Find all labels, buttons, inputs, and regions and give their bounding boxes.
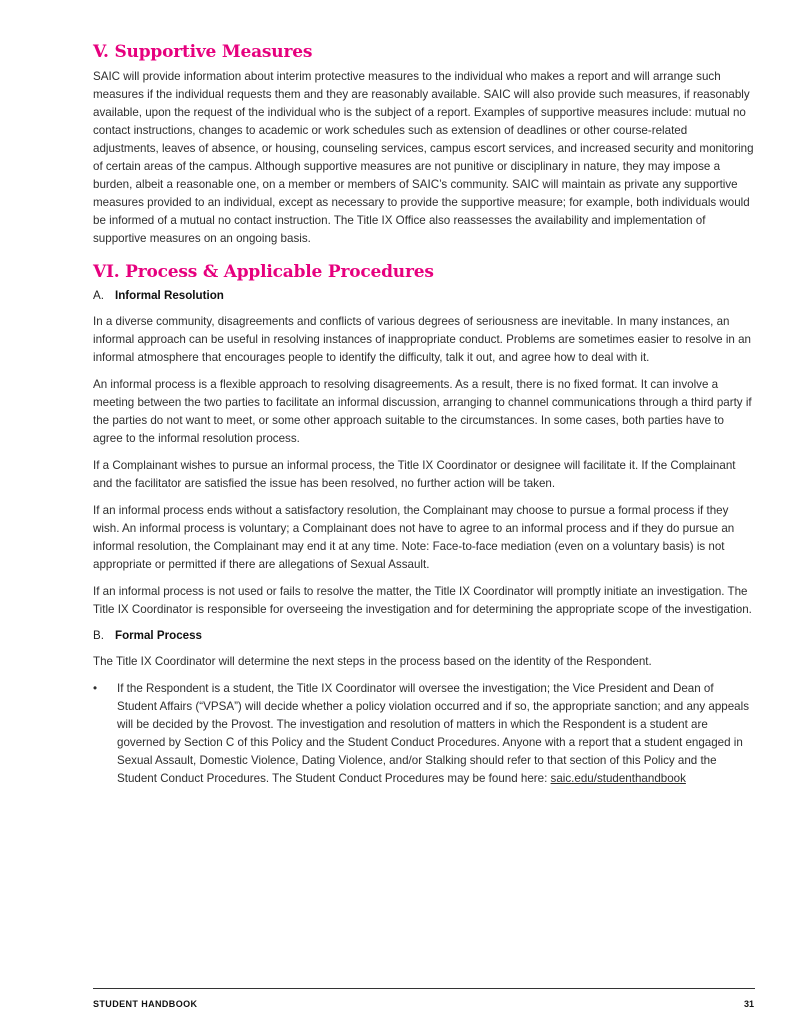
- informal-paragraph: In a diverse community, disagreements and conflicts of various degrees of seriousness are inevitable. In many instances, an informal approach can be useful in resolving instances of inappropriate conduct. Problems are sometimes easier to resolve in an informal atmosphere that encourages people to identify the difficulty, talk it out, and agree how to deal with it.: [93, 315, 751, 364]
- subheading-formal-process: [93, 628, 755, 644]
- bullet-marker: •: [93, 682, 98, 695]
- student-handbook-link[interactable]: saic.edu/studenthandbook: [550, 772, 686, 785]
- informal-paragraph: If a Complainant wishes to pursue an informal process, the Title IX Coordinator or designee will facilitate it. If the Complainant and the facilitator are satisfied the issue has been resolved, no further action will be taken.: [93, 459, 736, 490]
- subheading-title: Formal Process: [115, 629, 202, 642]
- subheading-title: Informal Resolution: [115, 289, 224, 302]
- page-number: 31: [743, 999, 754, 1009]
- informal-paragraph: If an informal process is not used or fails to resolve the matter, the Title IX Coordinator will promptly initiate an investigation. The Title IX Coordinator is responsible for overseeing the investigation and for determining the appropriate scope of the investigation.: [93, 585, 752, 616]
- supportive-measures-paragraph: SAIC will provide information about interim protective measures to the individual who makes a report and will arrange such measures if the individual requests them and they are reasonably available. SAIC will also provide such measures, if reasonably available, upon the request of the individual who is the subject of a report. Examples of supportive measures include: mutual no contact instructions, changes to academic or work schedules such as extension of deadlines or other course-related adjustments, leaves of absence, or housing, counseling services, campus escort services, and increased security and monitoring of certain areas of the campus. Although supportive measures are not punitive or disciplinary in nature, they may impose a burden, albeit a reasonable one, on a member or members of SAIC’s community. SAIC will maintain as private any supportive measures provided to an individual, except as necessary to provide the supportive measure; for example, both individuals would be informed of a mutual no contact instruction. The Title IX Office also reassesses the availability and implementation of supportive measures on an ongoing basis.: [93, 70, 754, 245]
- footer-divider: [93, 988, 755, 989]
- section-heading-supportive-measures: V. Supportive Measures: [93, 42, 313, 62]
- section-heading-process-procedures: VI. Process & Applicable Procedures: [93, 262, 434, 282]
- subheading-informal-resolution: [93, 288, 755, 304]
- formal-process-list: [93, 680, 755, 788]
- footer-title: STUDENT HANDBOOK: [93, 999, 198, 1009]
- informal-paragraph: An informal process is a flexible approach to resolving disagreements. As a result, there is no fixed format. It can involve a meeting between the two parties to facilitate an informal discussion, arranging to channel communications through a third party if the parties do not want to meet, or some other approach suitable to the circumstances. In some cases, both parties have to agree to the informal resolution process.: [93, 378, 752, 445]
- page-content: [93, 42, 755, 788]
- informal-paragraph: If an informal process ends without a satisfactory resolution, the Complainant may choose to pursue a formal process if they wish. An informal process is voluntary; a Complainant does not have to agree to an informal process and if they do pursue an informal resolution, the Complainant may end it at any time. Note: Face-to-face mediation (even on a voluntary basis) is not appropriate or permitted if there are allegations of Sexual Assault.: [93, 504, 735, 571]
- subheading-letter: B.: [93, 629, 104, 642]
- formal-process-intro: The Title IX Coordinator will determine the next steps in the process based on the identity of the Respondent.: [93, 655, 652, 668]
- bullet-text: If the Respondent is a student, the Title IX Coordinator will oversee the investigation; the Vice President and Dean of Student Affairs (“VPSA”) will decide whether a policy violation occurred and if so, the appropriate sanction; and any appeals will be decided by the Provost. The investigation and resolution of matters in which the Respondent is a student are governed by Section C of this Policy and the Student Conduct Procedures. Anyone with a report that a student engaged in Sexual Assault, Domestic Violence, Dating Violence, and/or Stalking should refer to that section of this Policy and the Student Conduct Procedures. The Student Conduct Procedures may be found here:: [117, 682, 750, 785]
- subheading-letter: A.: [93, 289, 104, 302]
- list-item: [93, 680, 755, 788]
